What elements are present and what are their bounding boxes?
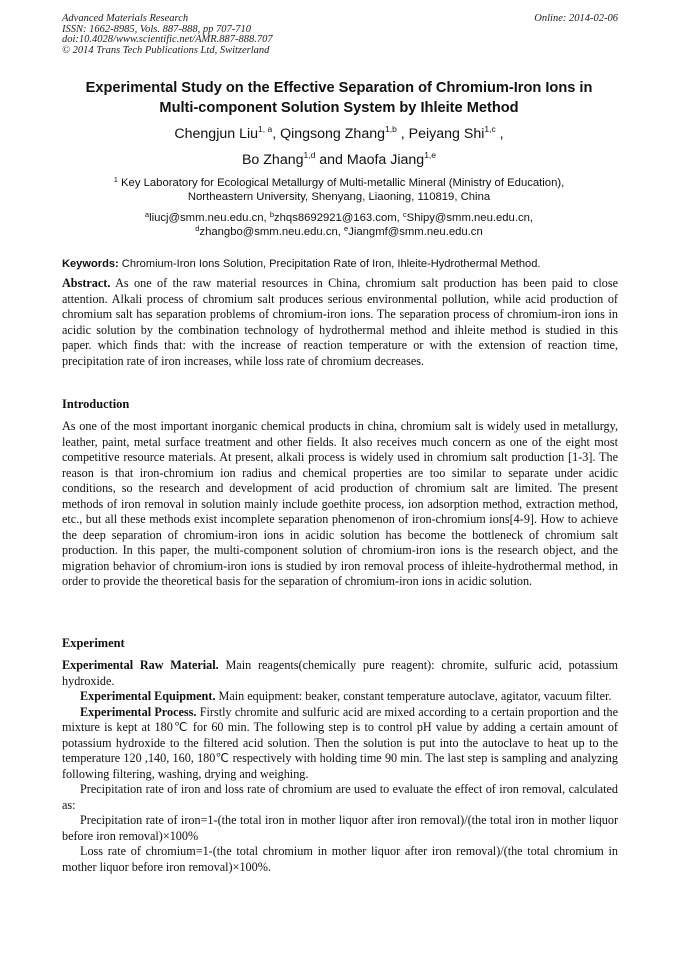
author-name: and Maofa Jiang bbox=[315, 152, 425, 168]
email-a: liucj@smm.neu.edu.cn, bbox=[149, 212, 270, 224]
raw-material-label: Experimental Raw Material. bbox=[62, 658, 219, 672]
email-sup: e bbox=[344, 223, 349, 233]
raw-material-text: Main reagents(chemically pure reagent): chromite, sulfuric acid, potassium hydroxide. bbox=[62, 658, 618, 688]
author-separator: , bbox=[495, 126, 504, 142]
issn-line: ISSN: 1662-8985, Vols. 887-888, pp 707-710 bbox=[62, 23, 251, 35]
equipment-text: Main equipment: beaker, constant temperature autoclave, agitator, vacuum filter. bbox=[215, 689, 612, 703]
email-d: zhangbo@smm.neu.edu.cn, bbox=[199, 225, 345, 238]
email-sup: b bbox=[269, 210, 274, 219]
author-name: , Peiyang Shi bbox=[396, 126, 485, 142]
affiliation-line-2: Northeastern University, Shenyang, Liaoning, 110819, China bbox=[187, 190, 491, 203]
author-emails bbox=[40, 212, 638, 239]
author-sup: 1,e bbox=[424, 150, 437, 160]
affiliation bbox=[40, 177, 638, 204]
affiliation-text: Key Laboratory for Ecological Metallurgy of Multi-metallic Mineral (Ministry of Education), bbox=[117, 177, 565, 189]
experiment-body bbox=[62, 658, 618, 875]
affiliation-number: 1 bbox=[113, 175, 118, 184]
doi-line: doi:10.4028/www.scientific.net/AMR.887-888.707 bbox=[62, 34, 273, 46]
abstract-label: Abstract. bbox=[62, 276, 111, 290]
email-line-2 bbox=[40, 223, 638, 240]
email-c: Shipy@smm.neu.edu.cn, bbox=[406, 212, 534, 224]
journal-name: Advanced Materials Research bbox=[62, 13, 189, 24]
title-line-1: Experimental Study on the Effective Separation of Chromium-Iron Ions in bbox=[85, 80, 593, 96]
email-b: zhqs8692921@163.com, bbox=[274, 212, 403, 224]
author-line-1 bbox=[40, 125, 638, 143]
affiliation-line-1 bbox=[40, 177, 638, 191]
process-label: Experimental Process. bbox=[80, 704, 197, 719]
author-sup: 1, a bbox=[258, 124, 273, 134]
author-name: , Qingsong Zhang bbox=[272, 126, 385, 142]
email-sup: a bbox=[144, 210, 150, 219]
copyright-line: © 2014 Trans Tech Publications Ltd, Switzerland bbox=[62, 44, 270, 56]
email-line-1 bbox=[40, 212, 638, 226]
introduction-heading: Introduction bbox=[62, 397, 130, 411]
paper-title bbox=[40, 79, 638, 118]
online-date: Online: 2014-02-06 bbox=[534, 13, 618, 24]
journal-header bbox=[62, 14, 618, 56]
author-line-2 bbox=[40, 151, 638, 169]
author-sup: 1,d bbox=[303, 150, 316, 160]
keywords bbox=[62, 257, 618, 271]
title-line-2: Multi-component Solution System by Ihleite Method bbox=[159, 99, 519, 116]
author-name: Bo Zhang bbox=[241, 152, 304, 168]
author-name: Chengjun Liu bbox=[174, 126, 259, 142]
abstract bbox=[62, 276, 618, 369]
equipment-label: Experimental Equipment. bbox=[80, 689, 216, 703]
author-sup: 1,c bbox=[484, 124, 496, 134]
email-e: Jiangmf@smm.neu.edu.cn bbox=[348, 225, 483, 238]
formula-iron: Precipitation rate of iron=1-(the total iron in mother liquor after iron removal)/(the total iron in mother liquor before iron removal)×100% bbox=[62, 813, 618, 843]
introduction-body bbox=[62, 419, 618, 590]
experiment-heading: Experiment bbox=[62, 636, 125, 650]
abstract-text: As one of the raw material resources in China, chromium salt production has been paid to close attention. Alkali process of chromium salt produces serious environmental pollution, while acid production of chromium salt has separation problems of chromium-iron ions. The separation process of chromium-iron ions in acidic solution by the combination technology of hydrothermal method and ihleite method is studied in this paper. which finds that: with the increase of reaction temperature or with the extension of reaction time, precipitation rate of iron increases, while loss rate of chromium decreases. bbox=[62, 276, 618, 368]
email-sup: d bbox=[195, 223, 200, 233]
formula-chromium: Loss rate of chromium=1-(the total chromium in mother liquor after iron removal)/(the total chromium in mother liquor before iron removal)×100%. bbox=[62, 844, 618, 874]
keywords-text: Chromium-Iron Ions Solution, Precipitation Rate of Iron, Ihleite-Hydrothermal Method. bbox=[118, 258, 541, 270]
evaluation-text: Precipitation rate of iron and loss rate of chromium are used to evaluate the effect of iron removal, calculated as: bbox=[62, 782, 618, 812]
author-sup: 1,b bbox=[385, 124, 397, 134]
introduction-paragraph: As one of the most important inorganic chemical products in china, chromium salt is widely used in metallurgy, leather, paint, metal surface treatment and other fields. It also receives much concern as one of the eight most competitive resource materials. At present, alkali process is widely used in chromium salt production [1-3]. The reason is that iron-chromium ion radius and chemical properties are too similar to separate under acidic conditions, so the research and development of acid production of chromium salt are limited. The present methods of iron removal in solution mainly include goethite process, ion adsorption method, extraction method, etc., but all these methods exist incomplete separation phenomenon of iron-chromium ions[4-9]. How to achieve the deep separation of chromium-iron ions in acidic solution has become the bottleneck of chromium salt production. In this paper, the multi-component solution of chromium-iron ions is the research object, and the migration behavior of chromium-iron ions is studied by iron removal process of ihleite-hydrothermal method, in order to provide the theoretical basis for the separation of chromium-iron ions in acidic solution. bbox=[62, 419, 618, 588]
process-text: Firstly chromite and sulfuric acid are mixed according to a certain proportion and the mixture is kept at 180℃ for 60 min. The following step is to control pH value by adding a certain amount of potassium hydroxide to the filtered acid solution. Then the solution is put into the autoclave to heat up to the temperature 120 ,140, 160, 180℃ respectively with holding time 90 min. The last step is sampling and analyzing following filtering, washing, drying and weighing. bbox=[62, 704, 619, 781]
email-sup: c bbox=[402, 210, 407, 219]
keywords-label: Keywords: bbox=[62, 258, 119, 270]
